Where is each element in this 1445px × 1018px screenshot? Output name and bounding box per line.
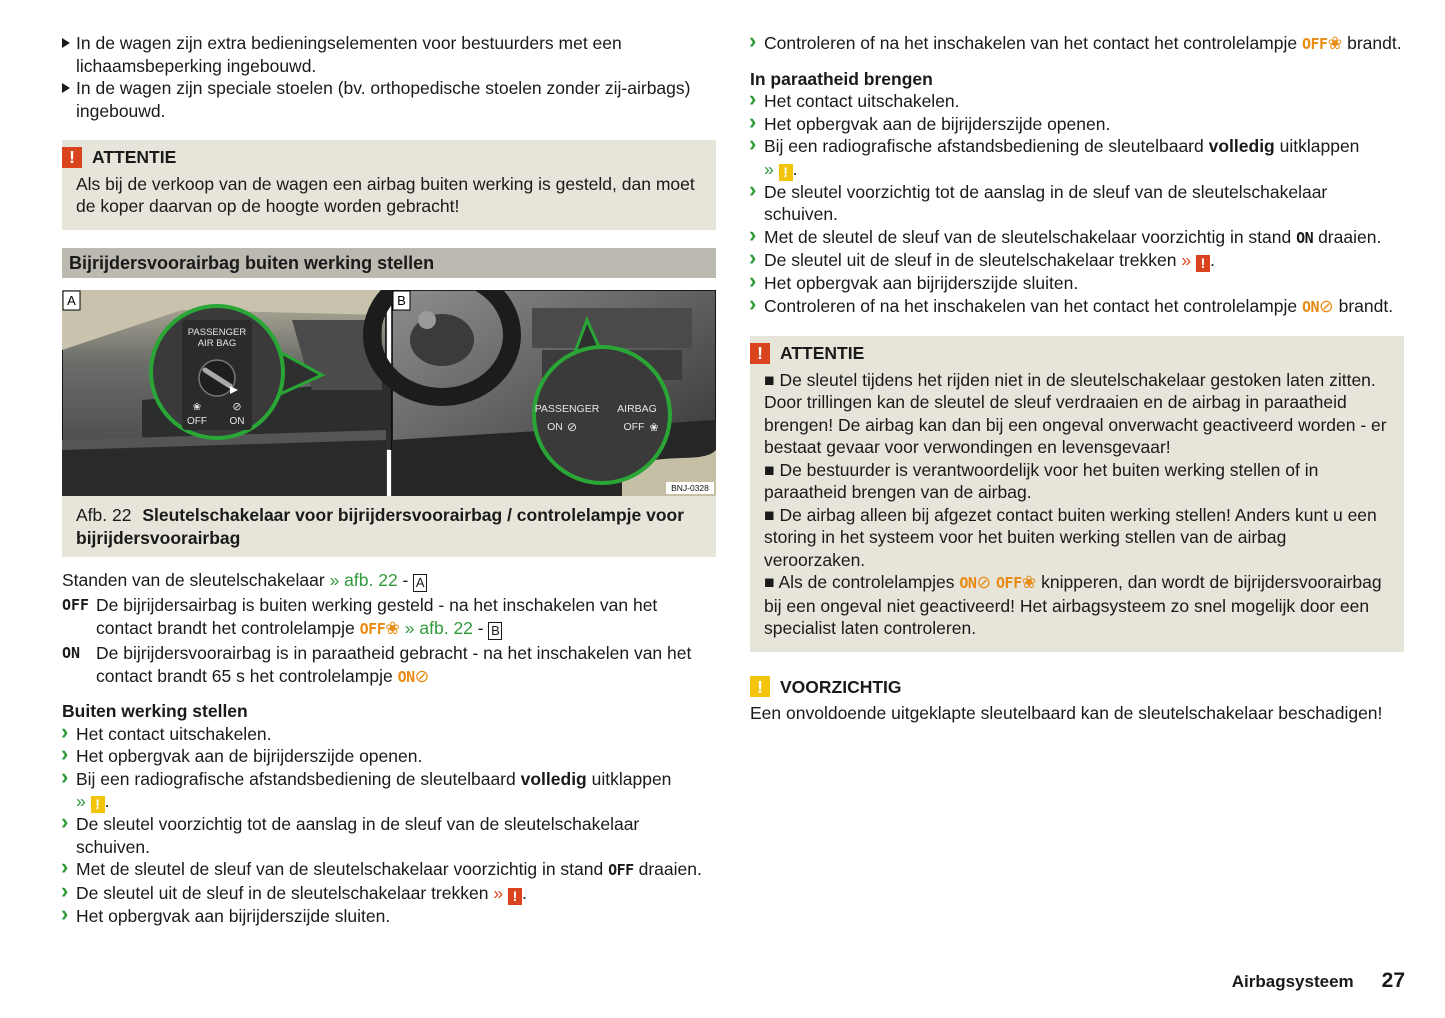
attention-box	[62, 140, 716, 230]
positions-intro: Standen van de sleutelschakelaar » afb. 22 - A	[62, 569, 716, 592]
figure-22	[62, 290, 716, 496]
airbag-on-icon: ⊘	[1319, 295, 1334, 316]
airbag-off-icon: ❀	[1327, 33, 1343, 53]
attention-box	[750, 336, 1404, 652]
switch-off-label: OFF	[187, 416, 207, 427]
disable-title: Buiten werking stellen	[62, 701, 248, 721]
airbag-on-icon: ⊘	[566, 420, 578, 434]
switch-label: PASSENGER	[187, 327, 247, 338]
step-item: › De sleutel uit de sleuf in de sleutelschakelaar trekken » ! .	[62, 882, 716, 905]
on-symbol: ON	[62, 644, 81, 662]
on-lamp-icon: ON	[959, 574, 977, 592]
airbag-off-icon: ❀	[192, 402, 202, 413]
lamp-label: AIRBAG	[617, 403, 657, 415]
on-symbol: ON	[1296, 228, 1314, 247]
step-item: › Bij een radiografische afstandsbediening de sleutelbaard volledig uitklappen » ! .	[750, 135, 1404, 181]
caution-link[interactable]: » !	[76, 791, 105, 811]
step-item: › Bij een radiografische afstandsbediening de sleutelbaard volledig uitklappen » ! .	[62, 768, 716, 814]
step-item: › Controleren of na het inschakelen van het contact het controlelampje ON⊘ brandt.	[750, 295, 1404, 319]
left-column	[62, 32, 716, 927]
off-symbol: OFF	[608, 861, 634, 879]
figure-code: BNJ-0328	[671, 483, 709, 493]
figure-illustration	[62, 290, 716, 496]
step-item: › Het opbergvak aan de bijrijderszijde openen.	[750, 113, 1404, 136]
bullet-item: ■ De bestuurder is verantwoordelijk voor het buiten werking stellen of in paraatheid brengen van de airbag.	[764, 459, 1319, 502]
switch-on-label: ON	[229, 416, 245, 427]
list-item: In de wagen zijn extra bedieningselementen voor bestuurders met een lichaamsbeperking ingebouwd.	[62, 32, 716, 77]
attention-title: ! ATTENTIE	[62, 146, 702, 169]
lamp-on-label: ON	[547, 421, 563, 433]
off-lamp-icon: OFF	[996, 574, 1022, 592]
step-item: › Met de sleutel de sleuf van de sleutelschakelaar voorzichtig in stand OFF draaien.	[62, 858, 716, 882]
step-item: › De sleutel uit de sleuf in de sleutelschakelaar trekken » ! .	[750, 249, 1404, 272]
off-lamp-icon: OFF	[1301, 35, 1328, 53]
position-on: ON De bijrijdersvoorairbag is in paraatheid gebracht - na het inschakelen van het contact brandt 65 s het controlelampje ON⊘	[62, 642, 716, 688]
step-item: › Het opbergvak aan bijrijderszijde sluiten.	[750, 272, 1404, 295]
warning-icon: !	[508, 888, 522, 905]
caution-text: Een onvoldoende uitgeklapte sleutelbaard kan de sleutelschakelaar beschadigen!	[750, 703, 1383, 723]
step-item: › Het opbergvak aan bijrijderszijde sluiten.	[62, 905, 716, 928]
step-item: › Met de sleutel de sleuf van de sleutelschakelaar voorzichtig in stand ON draaien.	[750, 226, 1404, 250]
airbag-on-icon: ⊘	[976, 572, 992, 592]
bullet-item: ■ De airbag alleen bij afgezet contact buiten werking stellen! Anders kunt u een storing in het systeem voor het buiten werking stellen van de airbag veroorzaken.	[764, 504, 1377, 570]
airbag-on-icon: ⊘	[232, 401, 242, 413]
bullet-item: ■ De sleutel tijdens het rijden niet in de sleutelschakelaar gestoken laten zitten. Door trillingen kan de sleutel de sleuf verdraaien en de airbag in paraatheid brengen! De airbag kan dan bij een ongeval onverwacht geactiveerd worden - er bestaat gevaar voor verwondingen en levensgevaar!	[764, 369, 1387, 457]
bullet-item: ■ Als de controlelampjes ON⊘ OFF❀ knipperen, dan wordt de bijrijdersvoorairbag bij een ongeval niet geactiveerd! Het airbagsysteem zo snel mogelijk door een specialist laten controleren.	[764, 572, 1382, 638]
step-item: › De sleutel voorzichtig tot de aanslag in de sleuf van de sleutelschakelaar schuiven.	[750, 181, 1404, 226]
caution-icon: !	[779, 164, 793, 181]
warning-icon: !	[1196, 255, 1210, 272]
caution-link[interactable]: » !	[764, 159, 793, 179]
caution-icon: !	[750, 676, 770, 697]
enable-title: In paraatheid brengen	[750, 68, 933, 89]
attention-title: ! ATTENTIE	[750, 342, 1390, 365]
lamp-off-label: OFF	[623, 421, 645, 433]
panel-label-a: A	[67, 293, 76, 308]
off-symbol: OFF	[62, 596, 90, 614]
lamp-label: PASSENGER	[534, 403, 600, 415]
page-footer	[1232, 970, 1405, 994]
list-item: In de wagen zijn speciale stoelen (bv. orthopedische stoelen zonder zij-airbags) ingebouwd.	[62, 77, 716, 122]
on-lamp-icon: ON	[1301, 297, 1320, 316]
figure-link[interactable]: » afb. 22	[329, 570, 398, 590]
on-lamp-icon: ON	[397, 667, 415, 686]
step-item: › Controleren of na het inschakelen van het contact het controlelampje OFF❀ brandt.	[750, 32, 1404, 56]
step-item: › De sleutel voorzichtig tot de aanslag in de sleuf van de sleutelschakelaar schuiven.	[62, 813, 716, 858]
page-number: 27	[1381, 969, 1405, 992]
step-item: › Het contact uitschakelen.	[62, 723, 716, 746]
warning-icon: !	[62, 147, 82, 168]
caution-title: ! VOORZICHTIG	[750, 676, 1404, 699]
figure-caption: Afb. 22 Sleutelschakelaar voor bijrijdersvoorairbag / controlelampje voor bijrijdersvoorairbag	[62, 496, 716, 557]
switch-label: AIR BAG	[197, 338, 237, 349]
off-lamp-icon: OFF	[359, 619, 386, 638]
airbag-off-icon: ❀	[385, 617, 400, 638]
airbag-on-icon: ⊘	[414, 665, 430, 686]
chapter-name: Airbagsysteem	[1231, 972, 1354, 991]
airbag-off-icon: ❀	[649, 422, 659, 434]
warning-link[interactable]: » !	[493, 883, 522, 903]
position-off: OFF De bijrijdersairbag is buiten werking gesteld - na het inschakelen van het contact brandt het controlelampje OFF❀ » afb. 22 - B	[62, 594, 716, 640]
caution-icon: !	[91, 796, 105, 813]
right-column	[750, 32, 1404, 725]
step-item: › Het contact uitschakelen.	[750, 90, 1404, 113]
figure-link[interactable]: » afb. 22	[404, 617, 473, 638]
warning-link[interactable]: » !	[1181, 250, 1210, 270]
airbag-off-icon: ❀	[1021, 572, 1037, 592]
warning-icon: !	[750, 343, 770, 364]
panel-label-b: B	[397, 293, 406, 308]
attention-text: Als bij de verkoop van de wagen een airbag buiten werking is gesteld, dan moet de koper daarvan op de hoogte worden gebracht!	[76, 173, 695, 216]
step-item: › Het opbergvak aan de bijrijderszijde openen.	[62, 745, 716, 768]
section-title: Bijrijdersvoorairbag buiten werking stellen	[62, 248, 716, 279]
